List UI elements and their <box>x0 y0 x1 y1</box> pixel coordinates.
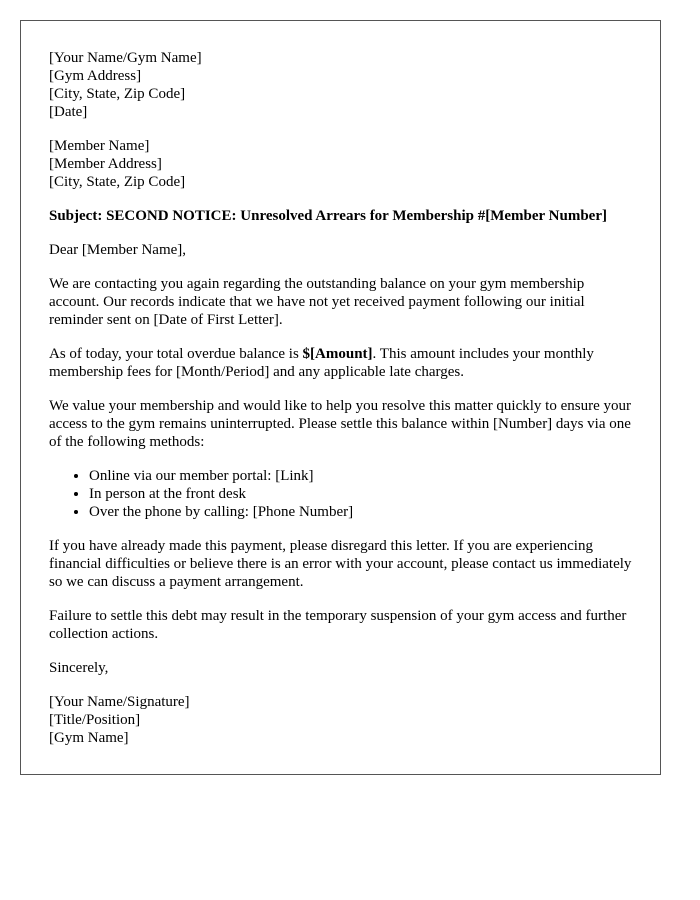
recipient-name: [Member Name] <box>49 138 150 154</box>
paragraph-2-text: As of today, your total overdue balance is <box>49 346 303 362</box>
letter <box>20 20 661 775</box>
paragraph-4: If you have already made this payment, please disregard this letter. If you are experiencing financial difficulties or believe there is an error with your account, please contact us immediately so we can discuss a payment arrangement. <box>49 538 632 590</box>
list-item: • Over the phone by calling: [Phone Number] <box>89 503 632 521</box>
paragraph-5: Failure to settle this debt may result in the temporary suspension of your gym access and further collection actions. <box>49 608 627 642</box>
sender-address: [Gym Address] <box>49 68 142 84</box>
letter-date: [Date] <box>49 104 88 120</box>
signature-block <box>49 693 632 747</box>
sender-block <box>49 49 632 121</box>
list-item: • In person at the front desk <box>89 485 632 503</box>
paragraph-3: We value your membership and would like to help you resolve this matter quickly to ensure your access to the gym remains uninterrupted. Please settle this balance within [Number] days via one of the following methods: <box>49 398 631 450</box>
signature-name: [Your Name/Signature] <box>49 694 190 710</box>
list-item: • Online via our member portal: [Link] <box>89 467 632 485</box>
signature-gym: [Gym Name] <box>49 730 129 746</box>
recipient-address: [Member Address] <box>49 156 162 172</box>
recipient-city: [City, State, Zip Code] <box>49 174 186 190</box>
sender-name: [Your Name/Gym Name] <box>49 50 202 66</box>
payment-methods-list <box>49 467 632 521</box>
paragraph-1: We are contacting you again regarding the outstanding balance on your gym membership account. Our records indicate that we have not yet received payment following our initial reminder sent on [Date of First Letter]. <box>49 276 585 328</box>
paragraph-2 <box>49 345 632 381</box>
signature-title: [Title/Position] <box>49 712 141 728</box>
recipient-block <box>49 137 632 191</box>
closing: Sincerely, <box>49 660 109 676</box>
amount: $[Amount] <box>302 346 373 362</box>
paragraph-2-text-end: . This amount includes your monthly membership fees for [Month/Period] and any applicable late charges. <box>49 346 594 380</box>
sender-city: [City, State, Zip Code] <box>49 86 186 102</box>
subject-line: Subject: SECOND NOTICE: Unresolved Arrears for Membership #[Member Number] <box>49 208 607 224</box>
salutation: Dear [Member Name], <box>49 242 187 258</box>
